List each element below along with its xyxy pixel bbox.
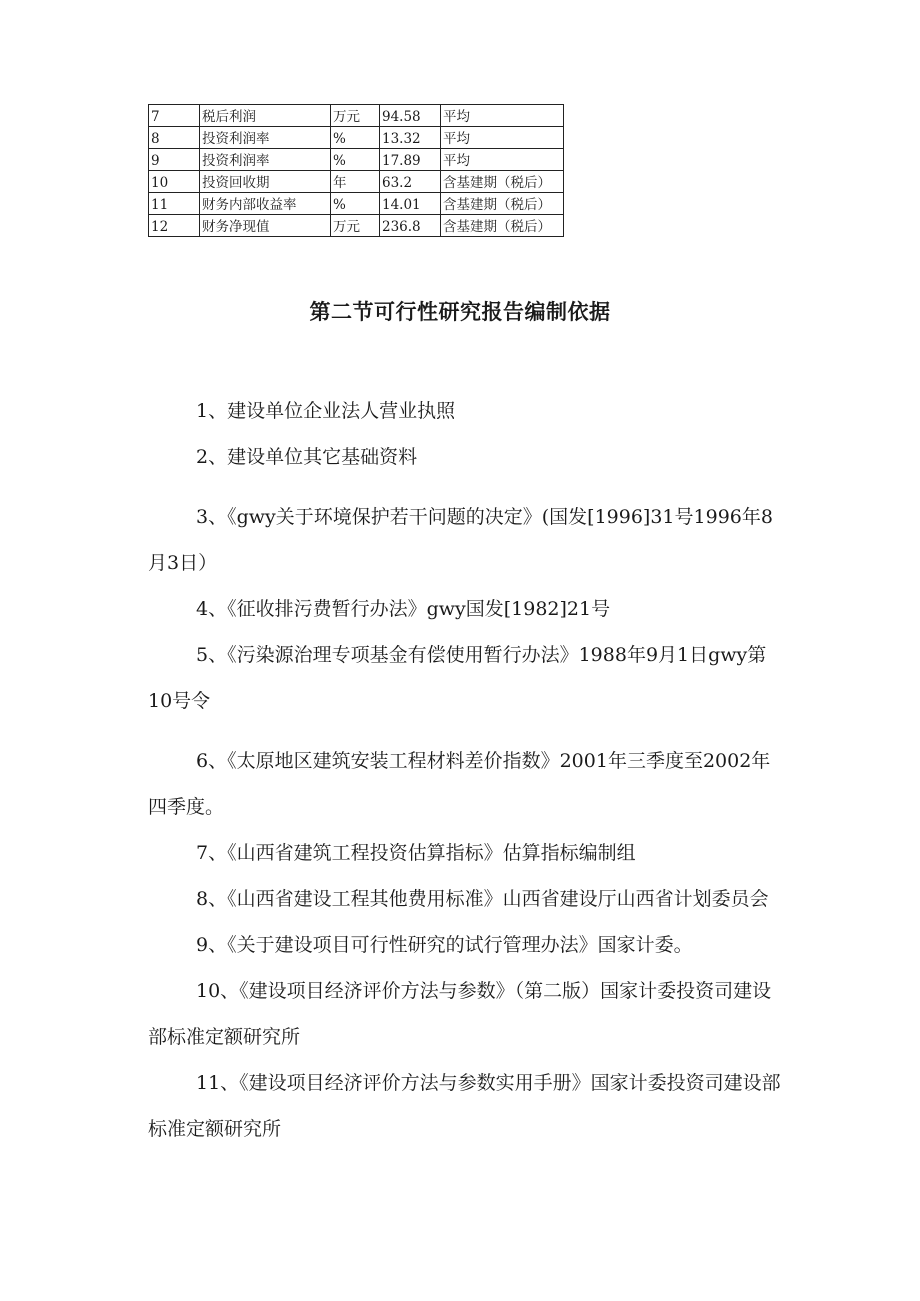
- value: 236.8: [380, 215, 441, 237]
- remark: 平均: [441, 105, 564, 127]
- value: 17.89: [380, 149, 441, 171]
- row-number: 11: [149, 193, 200, 215]
- table-row: [149, 127, 564, 149]
- remark: 含基建期（税后）: [441, 171, 564, 193]
- value: 14.01: [380, 193, 441, 215]
- row-number: 7: [149, 105, 200, 127]
- unit: 年: [331, 171, 380, 193]
- remark: 平均: [441, 149, 564, 171]
- remark: 含基建期（税后）: [441, 215, 564, 237]
- value: 94.58: [380, 105, 441, 127]
- reference-item: 8、《山西省建设工程其他费用标准》山西省建设厅山西省计划委员会: [196, 888, 769, 910]
- row-number: 12: [149, 215, 200, 237]
- reference-item: 11、《建设项目经济评价方法与参数实用手册》国家计委投资司建设部标准定额研究所: [148, 1072, 781, 1140]
- unit: 万元: [331, 215, 380, 237]
- table-row: [149, 149, 564, 171]
- table-row: [149, 215, 564, 237]
- reference-item: 3、《gwy关于环境保护若干问题的决定》(国发[1996]31号1996年8月3日）: [148, 506, 773, 574]
- unit: %: [331, 127, 380, 149]
- indicator-name: 财务净现值: [200, 215, 331, 237]
- reference-item: 6、《太原地区建筑安装工程材料差价指数》2001年三季度至2002年四季度。: [148, 750, 771, 818]
- reference-item: 2、建设单位其它基础资料: [196, 446, 418, 468]
- indicator-name: 税后利润: [200, 105, 331, 127]
- table-row: [149, 193, 564, 215]
- indicator-table: [148, 104, 564, 237]
- value: 63.2: [380, 171, 441, 193]
- remark: 平均: [441, 127, 564, 149]
- unit: 万元: [331, 105, 380, 127]
- reference-item: 7、《山西省建筑工程投资估算指标》估算指标编制组: [196, 842, 636, 864]
- reference-item: 9、《关于建设项目可行性研究的试行管理办法》国家计委。: [196, 934, 693, 956]
- reference-item: 4、《征收排污费暂行办法》gwy国发[1982]21号: [196, 598, 611, 620]
- unit: %: [331, 193, 380, 215]
- indicator-name: 投资利润率: [200, 149, 331, 171]
- value: 13.32: [380, 127, 441, 149]
- row-number: 10: [149, 171, 200, 193]
- reference-list: [148, 388, 788, 1152]
- reference-item: 1、建设单位企业法人营业执照: [196, 400, 456, 422]
- indicator-name: 投资回收期: [200, 171, 331, 193]
- indicator-name: 财务内部收益率: [200, 193, 331, 215]
- remark: 含基建期（税后）: [441, 193, 564, 215]
- reference-item: 10、《建设项目经济评价方法与参数》（第二版）国家计委投资司建设部标准定额研究所: [148, 980, 772, 1048]
- table-row: [149, 171, 564, 193]
- unit: %: [331, 149, 380, 171]
- reference-item: 5、《污染源治理专项基金有偿使用暂行办法》1988年9月1日gwy第10号令: [148, 644, 767, 712]
- indicator-name: 投资利润率: [200, 127, 331, 149]
- row-number: 9: [149, 149, 200, 171]
- table-row: [149, 105, 564, 127]
- section-title: 第二节可行性研究报告编制依据: [309, 300, 611, 324]
- row-number: 8: [149, 127, 200, 149]
